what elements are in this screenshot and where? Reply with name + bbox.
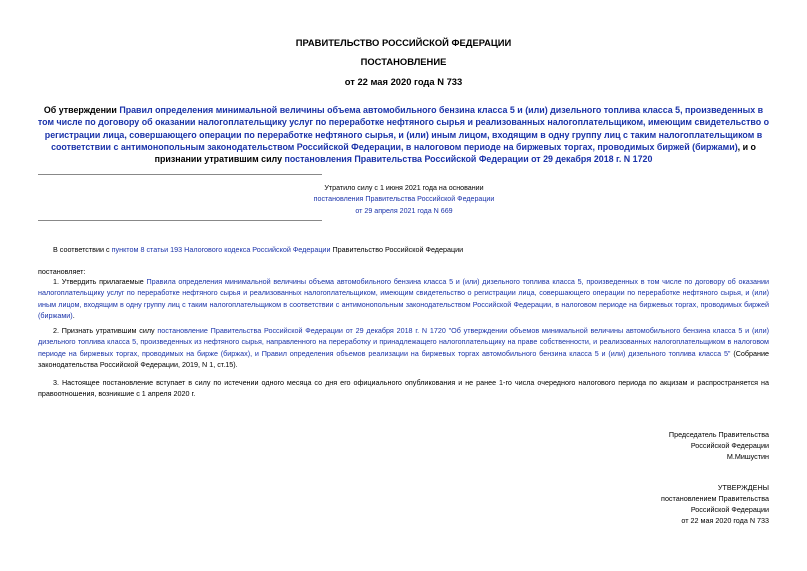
signature-position: Председатель Правительства — [668, 430, 769, 439]
preamble-suffix: Правительство Российской Федерации — [330, 245, 464, 254]
status-note-decree-link[interactable]: постановления Правительства Российской Федерации — [313, 195, 495, 204]
repealed-decree-link[interactable]: постановление Правительства Российской Федерации от 29 декабря 2018 г. N 1720 "Об утверждении объемов минимальной величины автомобильного бензина класса 5 и (или) дизельного топлива класса 5, произведенных из нефтяного сырья, направленного на переработку и принадлежащего налогоплательщику на праве собственности, и реализованных налогоплательщиком в налоговом периоде на биржевых торгах, проводимых на бирже (биржах), и Правил определения объемов реализации на биржевых торгах автомобильного бензина класса 5 и (или) дизельного топлива класса 5" — [38, 326, 769, 358]
signature-name: М.Мишустин — [726, 452, 769, 462]
paragraph-2-prefix: 2. Признать утратившим силу — [53, 326, 158, 335]
status-note-line1: Утратило силу с 1 июня 2021 года на основании — [324, 184, 484, 192]
approved-label: УТВЕРЖДЕНЫ — [717, 483, 769, 492]
approved-by: постановлением Правительства — [661, 494, 769, 504]
decree-word: постановляет: — [38, 267, 86, 276]
paragraph-1-suffix: . — [72, 310, 75, 320]
approved-organization: Российской Федерации — [690, 505, 769, 515]
signature-organization: Российской Федерации — [690, 441, 769, 451]
government-heading: ПРАВИТЕЛЬСТВО РОССИЙСКОЙ ФЕДЕРАЦИИ — [295, 37, 512, 48]
status-note — [240, 183, 568, 217]
paragraph-1-prefix: 1. Утвердить прилагаемые — [53, 277, 147, 286]
approved-date-number: от 22 мая 2020 года N 733 — [681, 516, 769, 526]
preamble — [53, 244, 769, 255]
title-middle: , и о признании утратившим силу — [154, 141, 756, 165]
bottom-divider — [38, 220, 322, 221]
top-divider — [38, 174, 322, 175]
approved-rules-link[interactable]: Правила определения минимальной величины объема автомобильного бензина класса 5 и (или) дизельного топлива класса 5, произведенных в том числе по договору об оказании налогоплательщику услуг по переработке нефтяного сырья и реализованных налогоплательщиком, имеющим свидетельство о регистрации лица, совершающего операции по переработке нефтяного сырья, и (или) иным лицом, входящим в одну группу лиц с таким налогоплательщиком в соответствии с антимонопольным законодательством Российской Федерации, в налоговом периоде на биржевых торгах, проводимых биржей (биржами) — [38, 277, 769, 320]
title-rules-link[interactable]: Правил определения минимальной величины объема автомобильного бензина класса 5 и (или) дизельного топлива класса 5, произведенных в том числе по договору об оказании налогоплательщику услуг по переработке нефтяного сырья и реализованных налогоплательщиком, имеющим свидетельство о регистрации лица, совершающего операции по переработке нефтяного сырья, и (или) иным лицом, входящим в одну группу лиц с таким налогоплательщиком в соответствии с антимонопольным законодательством Российской Федерации, в налоговом периоде на биржевых торгах, проводимых биржей (биржами) — [37, 105, 770, 152]
title-prefix: Об утверждении — [43, 105, 120, 115]
paragraph-2-suffix: (Собрание законодательства Российской Федерации, 2019, N 1, ст.15). — [38, 348, 770, 369]
approved-block — [469, 482, 769, 526]
paragraph-2 — [38, 325, 769, 370]
paragraph-3: 3. Настоящее постановление вступает в силу по истечении одного месяца со дня его официального опубликования и не ранее 1-го числа очередного налогового периода по акцизам и распространяется на правоотношения, возникшие с 1 апреля 2020 г. — [38, 378, 769, 399]
document-date-number: от 22 мая 2020 года N 733 — [344, 76, 463, 87]
document-type: ПОСТАНОВЛЕНИЕ — [360, 56, 447, 67]
signature-block — [469, 429, 769, 462]
status-note-date-link[interactable]: от 29 апреля 2021 года N 669 — [355, 206, 453, 215]
tax-code-link[interactable]: пунктом 8 статьи 193 Налогового кодекса Российской Федерации — [111, 245, 331, 254]
title-repealed-decree-link[interactable]: постановления Правительства Российской Федерации от 29 декабря 2018 г. N 1720 — [284, 154, 653, 165]
preamble-prefix: В соответствии с — [53, 245, 112, 254]
document-title — [36, 104, 771, 165]
paragraph-1 — [38, 276, 769, 321]
